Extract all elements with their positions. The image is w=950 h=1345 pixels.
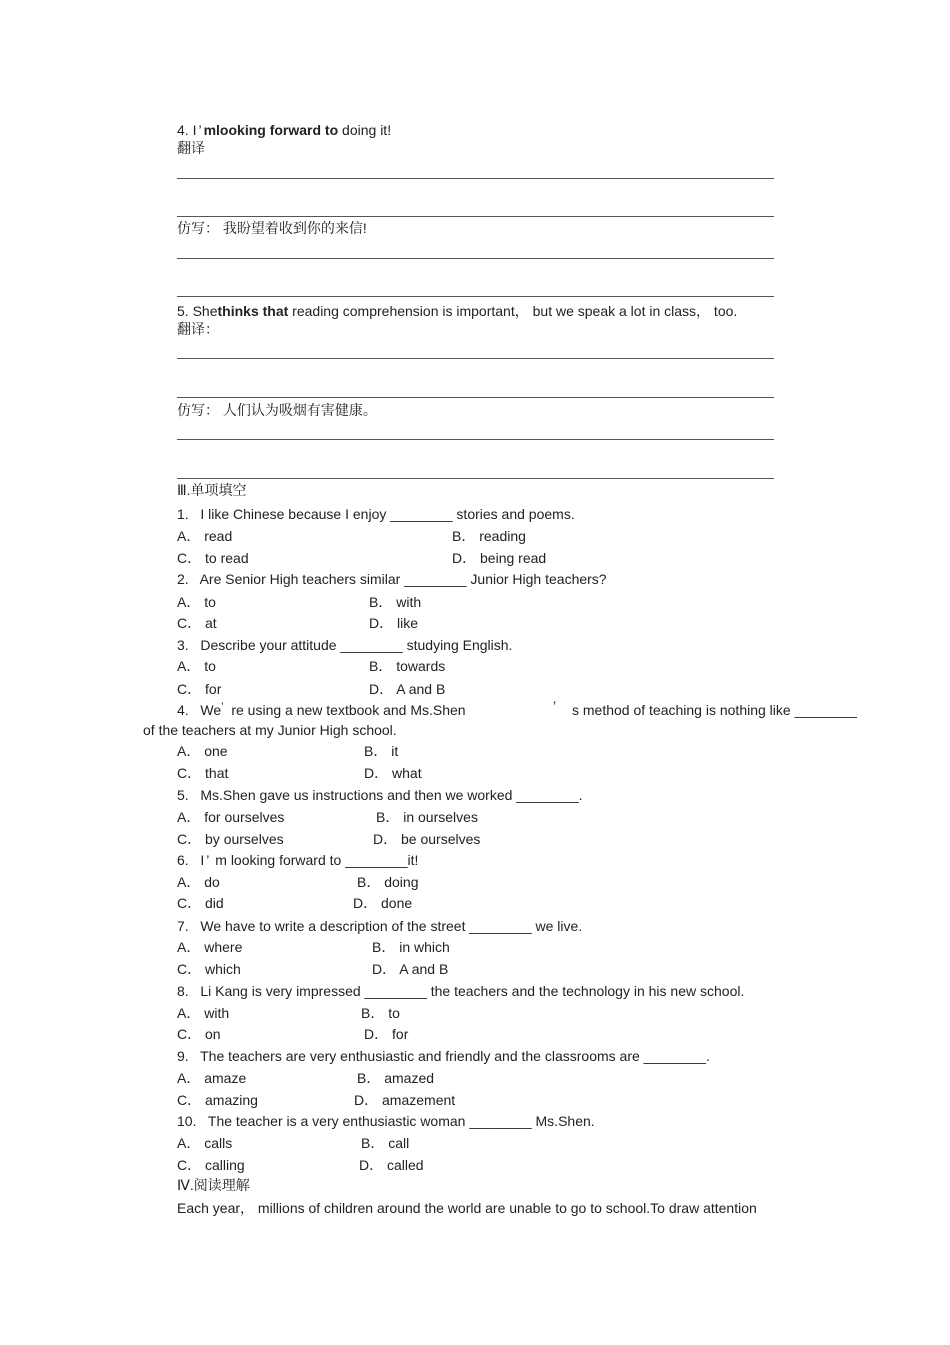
q4-apostrophe: ’ <box>198 122 202 138</box>
question-stem <box>177 982 744 1000</box>
option-c: C． to read <box>177 550 249 566</box>
answer-line <box>177 258 774 259</box>
question-stem <box>177 917 582 935</box>
option-c: C． for <box>177 681 222 697</box>
option-d: D． for <box>364 1026 409 1042</box>
answer-line <box>177 439 774 440</box>
reading-passage: Each year， millions of children around the world are unable to go to school.To draw attention <box>177 1200 757 1216</box>
q4-imitate-label: 仿写： <box>177 220 219 236</box>
question-stem: 6. I ’ m looking forward to ________it! <box>177 852 419 868</box>
q5-imitate-text: 人们认为吸烟有害健康。 <box>222 402 377 418</box>
option-a: A． one <box>177 743 228 759</box>
option-d: D． A and B <box>369 681 446 697</box>
option-a: A． do <box>177 874 220 890</box>
question-text: I like Chinese because I enjoy ________ stories and poems. <box>200 506 575 522</box>
question-stem: 4. We’ re using a new textbook and Ms.Shen <box>177 701 466 718</box>
option-c: C． that <box>177 765 229 781</box>
answer-line <box>177 478 774 479</box>
option-d: D． called <box>359 1157 424 1173</box>
option-b: B． it <box>364 743 399 759</box>
option-b: B． with <box>369 594 422 610</box>
option-b: B． in which <box>372 939 450 955</box>
question-number: 6. <box>177 852 189 868</box>
q5-number: 5. <box>177 303 189 319</box>
option-b: B． call <box>361 1135 410 1151</box>
option-d: D． amazement <box>354 1092 456 1108</box>
question-stem <box>177 1112 595 1130</box>
question-text: Li Kang is very impressed ________ the teachers and the technology in his new school. <box>200 983 745 999</box>
q5-imitate <box>177 401 377 419</box>
option-d: D． like <box>369 615 419 631</box>
option-d: D． being read <box>452 550 547 566</box>
question-text: The teachers are very enthusiastic and friendly and the classrooms are ________. <box>200 1048 710 1064</box>
question-text: The teacher is a very enthusiastic woman ________ Ms.Shen. <box>207 1113 595 1129</box>
q4-translate-label: 翻译 <box>177 140 205 156</box>
question-text: We have to write a description of the street ________ we live. <box>200 918 583 934</box>
option-c: C． by ourselves <box>177 831 284 847</box>
question-number: 5. <box>177 787 189 803</box>
option-b: B． reading <box>452 528 526 544</box>
question-number: 2. <box>177 571 189 587</box>
question-stem <box>177 786 583 804</box>
question-stem <box>177 570 607 588</box>
question-number: 10. <box>177 1113 197 1129</box>
section-heading: Ⅲ.单项填空 <box>177 482 247 498</box>
option-c: C． did <box>177 895 224 911</box>
q4-number: 4. <box>177 122 189 138</box>
question-number: 7. <box>177 918 189 934</box>
question-stem <box>177 1047 710 1065</box>
option-a: A． to <box>177 594 216 610</box>
option-c: C． at <box>177 615 217 631</box>
q4-imitate-text: 我盼望着收到你的来信! <box>222 220 367 236</box>
option-d: D． done <box>353 895 413 911</box>
option-b: B． amazed <box>357 1070 435 1086</box>
option-a: A． read <box>177 528 233 544</box>
q4-key-phrase: looking forward to <box>216 122 339 138</box>
q5-rest: reading comprehension is important， but we speak a lot in class， too. <box>292 303 738 319</box>
q4-pronoun: I <box>192 122 197 138</box>
q4-m: m <box>203 122 217 138</box>
question-stem <box>177 636 512 654</box>
option-d: D． A and B <box>372 961 449 977</box>
question-number: 9. <box>177 1048 189 1064</box>
answer-line <box>177 397 774 398</box>
option-b: B． towards <box>369 658 446 674</box>
answer-line <box>177 296 774 297</box>
option-c: C． calling <box>177 1157 245 1173</box>
option-d: D． be ourselves <box>373 831 481 847</box>
question-number: 4. <box>177 702 189 718</box>
option-b: B． in ourselves <box>376 809 478 825</box>
question-text-cont: s method of teaching is nothing like ________ <box>572 702 857 718</box>
question-text: Describe your attitude ________ studying English. <box>200 637 513 653</box>
question-text-wrap: of the teachers at my Junior High school. <box>143 722 397 738</box>
q4-rest: doing it! <box>342 122 392 138</box>
q5-sentence <box>177 302 737 320</box>
question-stem <box>177 505 575 523</box>
q5-subject: She <box>192 303 218 319</box>
section-heading: Ⅳ.阅读理解 <box>177 1177 250 1193</box>
q5-key-phrase: thinks that <box>217 303 289 319</box>
option-a: A． to <box>177 658 216 674</box>
option-a: A． amaze <box>177 1070 247 1086</box>
q5-imitate-label: 仿写： <box>177 402 219 418</box>
answer-line <box>177 178 774 179</box>
question-text: Ms.Shen gave us instructions and then we worked ________. <box>200 787 583 803</box>
option-a: A． where <box>177 939 243 955</box>
q5-translate-label: 翻译： <box>177 321 219 337</box>
option-a: A． with <box>177 1005 230 1021</box>
question-number: 1. <box>177 506 189 522</box>
option-d: D． what <box>364 765 422 781</box>
q4-sentence <box>177 121 391 139</box>
option-c: C． amazing <box>177 1092 258 1108</box>
option-c: C． on <box>177 1026 221 1042</box>
option-a: A． for ourselves <box>177 809 285 825</box>
option-b: B． to <box>361 1005 400 1021</box>
question-number: 3. <box>177 637 189 653</box>
answer-line <box>177 358 774 359</box>
option-a: A． calls <box>177 1135 233 1151</box>
question-text: m looking forward to ________it! <box>215 852 419 868</box>
question-text: Are Senior High teachers similar ________ Junior High teachers? <box>199 571 607 587</box>
option-c: C． which <box>177 961 241 977</box>
option-b: B． doing <box>357 874 419 890</box>
question-number: 8. <box>177 983 189 999</box>
q4-imitate <box>177 219 367 237</box>
answer-line <box>177 216 774 217</box>
apostrophe-mark: ’ <box>553 698 557 714</box>
